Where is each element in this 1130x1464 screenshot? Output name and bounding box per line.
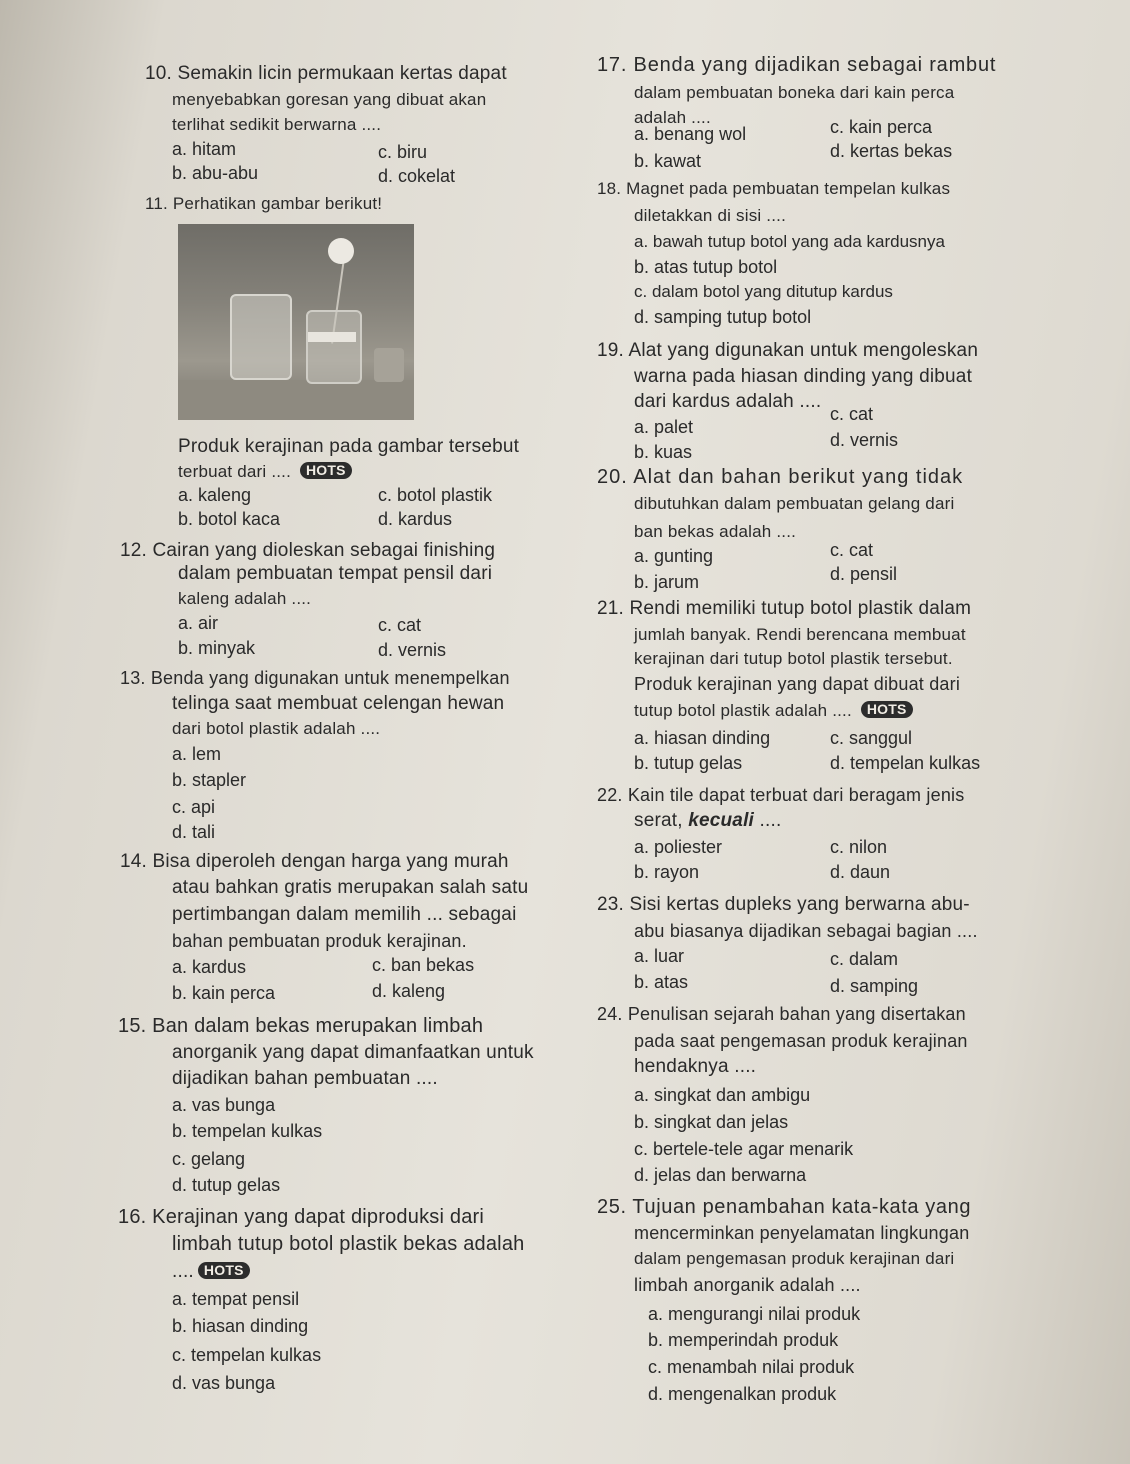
q13-option-d[interactable]: d. tali [172,822,216,842]
q25-option-c[interactable]: c. menambah nilai produk [648,1357,855,1377]
q11-option-b[interactable]: b. botol kaca [178,509,281,529]
q24-option-a[interactable]: a. singkat dan ambigu [634,1085,811,1105]
photo-ribbon [308,332,356,342]
q15-line2: anorganik yang dapat dimanfaatkan untuk [172,1042,534,1063]
q17-line3: adalah .... [634,108,711,127]
q11-option-d[interactable]: d. kardus [378,509,453,529]
q20-line2: dibutuhkan dalam pembuatan gelang dari [634,494,955,513]
q15-option-a[interactable]: a. vas bunga [172,1095,276,1115]
q24-line2: pada saat pengemasan produk kerajinan [634,1031,968,1051]
q21-option-c[interactable]: c. sanggul [830,728,913,748]
q10-line3: terlihat sedikit berwarna .... [172,115,382,134]
q19-option-d[interactable]: d. vernis [830,430,899,450]
q21-line2: jumlah banyak. Rendi berencana membuat [634,625,966,644]
photo-bottle-vase [306,310,362,384]
q15-line1: 15. Ban dalam bekas merupakan limbah [118,1015,484,1037]
q23-option-b[interactable]: b. atas [634,972,689,992]
q24-line3: hendaknya .... [634,1056,757,1077]
q25-line3: dalam pengemasan produk kerajinan dari [634,1249,955,1268]
q16-option-d[interactable]: d. vas bunga [172,1373,276,1393]
q18-line2: diletakkan di sisi .... [634,206,786,225]
q22-line2-wrap [634,810,781,832]
q24-option-b[interactable]: b. singkat dan jelas [634,1112,789,1132]
q12-option-d[interactable]: d. vernis [378,640,447,660]
q13-option-b[interactable]: b. stapler [172,770,247,790]
q24-option-c[interactable]: c. bertele-tele agar menarik [634,1139,854,1159]
q11-option-a[interactable]: a. kaleng [178,485,252,505]
q11-line1: 11. Perhatikan gambar berikut! [145,194,383,213]
q14-line4: bahan pembuatan produk kerajinan. [172,931,467,951]
q25-line1: 25. Tujuan penambahan kata-kata yang [597,1196,972,1218]
q15-option-c[interactable]: c. gelang [172,1149,246,1169]
q23-option-d[interactable]: d. samping [830,976,919,996]
q22-option-a[interactable]: a. poliester [634,837,723,857]
q19-line1: 19. Alat yang digunakan untuk mengoleskan [597,340,979,361]
q21-line5-wrap [634,700,913,722]
q18-line1: 18. Magnet pada pembuatan tempelan kulkas [597,179,951,198]
q16-line3-wrap [172,1261,250,1283]
q20-option-d[interactable]: d. pensil [830,564,898,584]
q19-option-a[interactable]: a. palet [634,417,694,437]
q17-option-b[interactable]: b. kawat [634,151,702,171]
q10-option-c[interactable]: c. biru [378,142,428,162]
q17-line1: 17. Benda yang dijadikan sebagai rambut [597,54,997,76]
q25-option-b[interactable]: b. memperindah produk [648,1330,839,1350]
photo-jar [230,294,292,380]
q13-option-c[interactable]: c. api [172,797,216,817]
q21-line3: kerajinan dari tutup botol plastik tersebut. [634,649,953,668]
q19-option-c[interactable]: c. cat [830,404,874,424]
q12-line3: kaleng adalah .... [178,589,312,608]
q17-option-c[interactable]: c. kain perca [830,117,933,137]
q16-option-b[interactable]: b. hiasan dinding [172,1316,309,1336]
q15-line3: dijadikan bahan pembuatan .... [172,1068,438,1089]
q21-option-a[interactable]: a. hiasan dinding [634,728,771,748]
q22-keyword: kecuali [688,810,755,831]
q12-option-a[interactable]: a. air [178,613,219,633]
q11-option-c[interactable]: c. botol plastik [378,485,493,505]
q14-option-a[interactable]: a. kardus [172,957,247,977]
q21-line5: tutup botol plastik adalah .... [634,701,852,720]
q14-line3: pertimbangan dalam memilih ... sebagai [172,904,517,925]
q12-line1: 12. Cairan yang dioleskan sebagai finishing [120,540,496,561]
q14-option-c[interactable]: c. ban bekas [372,955,475,975]
q21-line1: 21. Rendi memiliki tutup botol plastik dalam [597,598,972,619]
q12-option-c[interactable]: c. cat [378,615,422,635]
q23-option-a[interactable]: a. luar [634,946,685,966]
q16-line3: .... [172,1261,194,1282]
q15-option-d[interactable]: d. tutup gelas [172,1175,281,1195]
q18-option-d[interactable]: d. samping tutup botol [634,307,812,327]
q15-option-b[interactable]: b. tempelan kulkas [172,1121,323,1141]
q19-line2: warna pada hiasan dinding yang dibuat [634,366,973,387]
craft-photo [178,224,414,420]
q21-option-d[interactable]: d. tempelan kulkas [830,753,981,773]
photo-flower [328,238,354,264]
q23-line1: 23. Sisi kertas dupleks yang berwarna abu- [597,894,970,915]
q10-option-a[interactable]: a. hitam [172,139,237,159]
q16-line2: limbah tutup botol plastik bekas adalah [172,1233,525,1255]
q13-line1: 13. Benda yang digunakan untuk menempelkan [120,668,510,688]
q20-line1: 20. Alat dan bahan berikut yang tidak [597,466,964,488]
q20-option-a[interactable]: a. gunting [634,546,714,566]
q25-option-a[interactable]: a. mengurangi nilai produk [648,1304,861,1324]
q25-line2: mencerminkan penyelamatan lingkungan [634,1223,970,1243]
q22-option-b[interactable]: b. rayon [634,862,700,882]
q18-option-b[interactable]: b. atas tutup botol [634,257,778,277]
q12-option-b[interactable]: b. minyak [178,638,256,658]
q13-line2: telinga saat membuat celengan hewan [172,693,505,714]
q10-line2: menyebabkan goresan yang dibuat akan [172,90,487,109]
q17-option-d[interactable]: d. kertas bekas [830,141,953,161]
q13-line3: dari botol plastik adalah .... [172,719,381,738]
photo-cup [374,348,404,382]
q23-option-c[interactable]: c. dalam [830,949,899,969]
q14-line1: 14. Bisa diperoleh dengan harga yang murah [120,851,509,872]
q24-option-d[interactable]: d. jelas dan berwarna [634,1165,807,1185]
q16-option-a[interactable]: a. tempat pensil [172,1289,300,1309]
q12-line2: dalam pembuatan tempat pensil dari [178,563,493,584]
q10-option-b[interactable]: b. abu-abu [172,163,259,183]
q11-line3-wrap [178,461,352,483]
q21-line4: Produk kerajinan yang dapat dibuat dari [634,674,961,694]
hots-badge: HOTS [861,701,913,718]
q25-line4: limbah anorganik adalah .... [634,1275,861,1295]
q10-line1: 10. Semakin licin permukaan kertas dapat [145,63,507,84]
q14-option-b[interactable]: b. kain perca [172,983,276,1003]
q11-line2: Produk kerajinan pada gambar tersebut [178,436,520,457]
q24-line1: 24. Penulisan sejarah bahan yang disertakan [597,1004,966,1024]
q23-line2: abu biasanya dijadikan sebagai bagian .... [634,921,978,941]
q11-line3: terbuat dari .... [178,462,292,481]
q20-option-b[interactable]: b. jarum [634,572,700,592]
q18-option-c[interactable]: c. dalam botol yang ditutup kardus [634,282,893,301]
q22-line2-end: .... [754,810,782,831]
hots-badge: HOTS [300,462,352,479]
q10-option-d[interactable]: d. cokelat [378,166,456,186]
q22-line1: 22. Kain tile dapat terbuat dari beragam jenis [597,785,965,805]
q17-line2: dalam pembuatan boneka dari kain perca [634,83,955,102]
q16-option-c[interactable]: c. tempelan kulkas [172,1345,322,1365]
q14-option-d[interactable]: d. kaleng [372,981,446,1001]
q17-option-a[interactable]: a. benang wol [634,124,747,144]
q21-option-b[interactable]: b. tutup gelas [634,753,743,773]
q22-option-c[interactable]: c. nilon [830,837,888,857]
q20-option-c[interactable]: c. cat [830,540,874,560]
q25-option-d[interactable]: d. mengenalkan produk [648,1384,837,1404]
hots-badge: HOTS [198,1262,250,1279]
q20-line3: ban bekas adalah .... [634,522,797,541]
q16-line1: 16. Kerajinan yang dapat diproduksi dari [118,1206,485,1228]
q13-option-a[interactable]: a. lem [172,744,222,764]
q19-option-b[interactable]: b. kuas [634,442,693,462]
q19-line3: dari kardus adalah .... [634,391,822,412]
q22-option-d[interactable]: d. daun [830,862,891,882]
q14-line2: atau bahkan gratis merupakan salah satu [172,877,529,898]
q22-line2: serat, [634,810,689,831]
photo-table [178,380,414,420]
q18-option-a[interactable]: a. bawah tutup botol yang ada kardusnya [634,232,945,251]
